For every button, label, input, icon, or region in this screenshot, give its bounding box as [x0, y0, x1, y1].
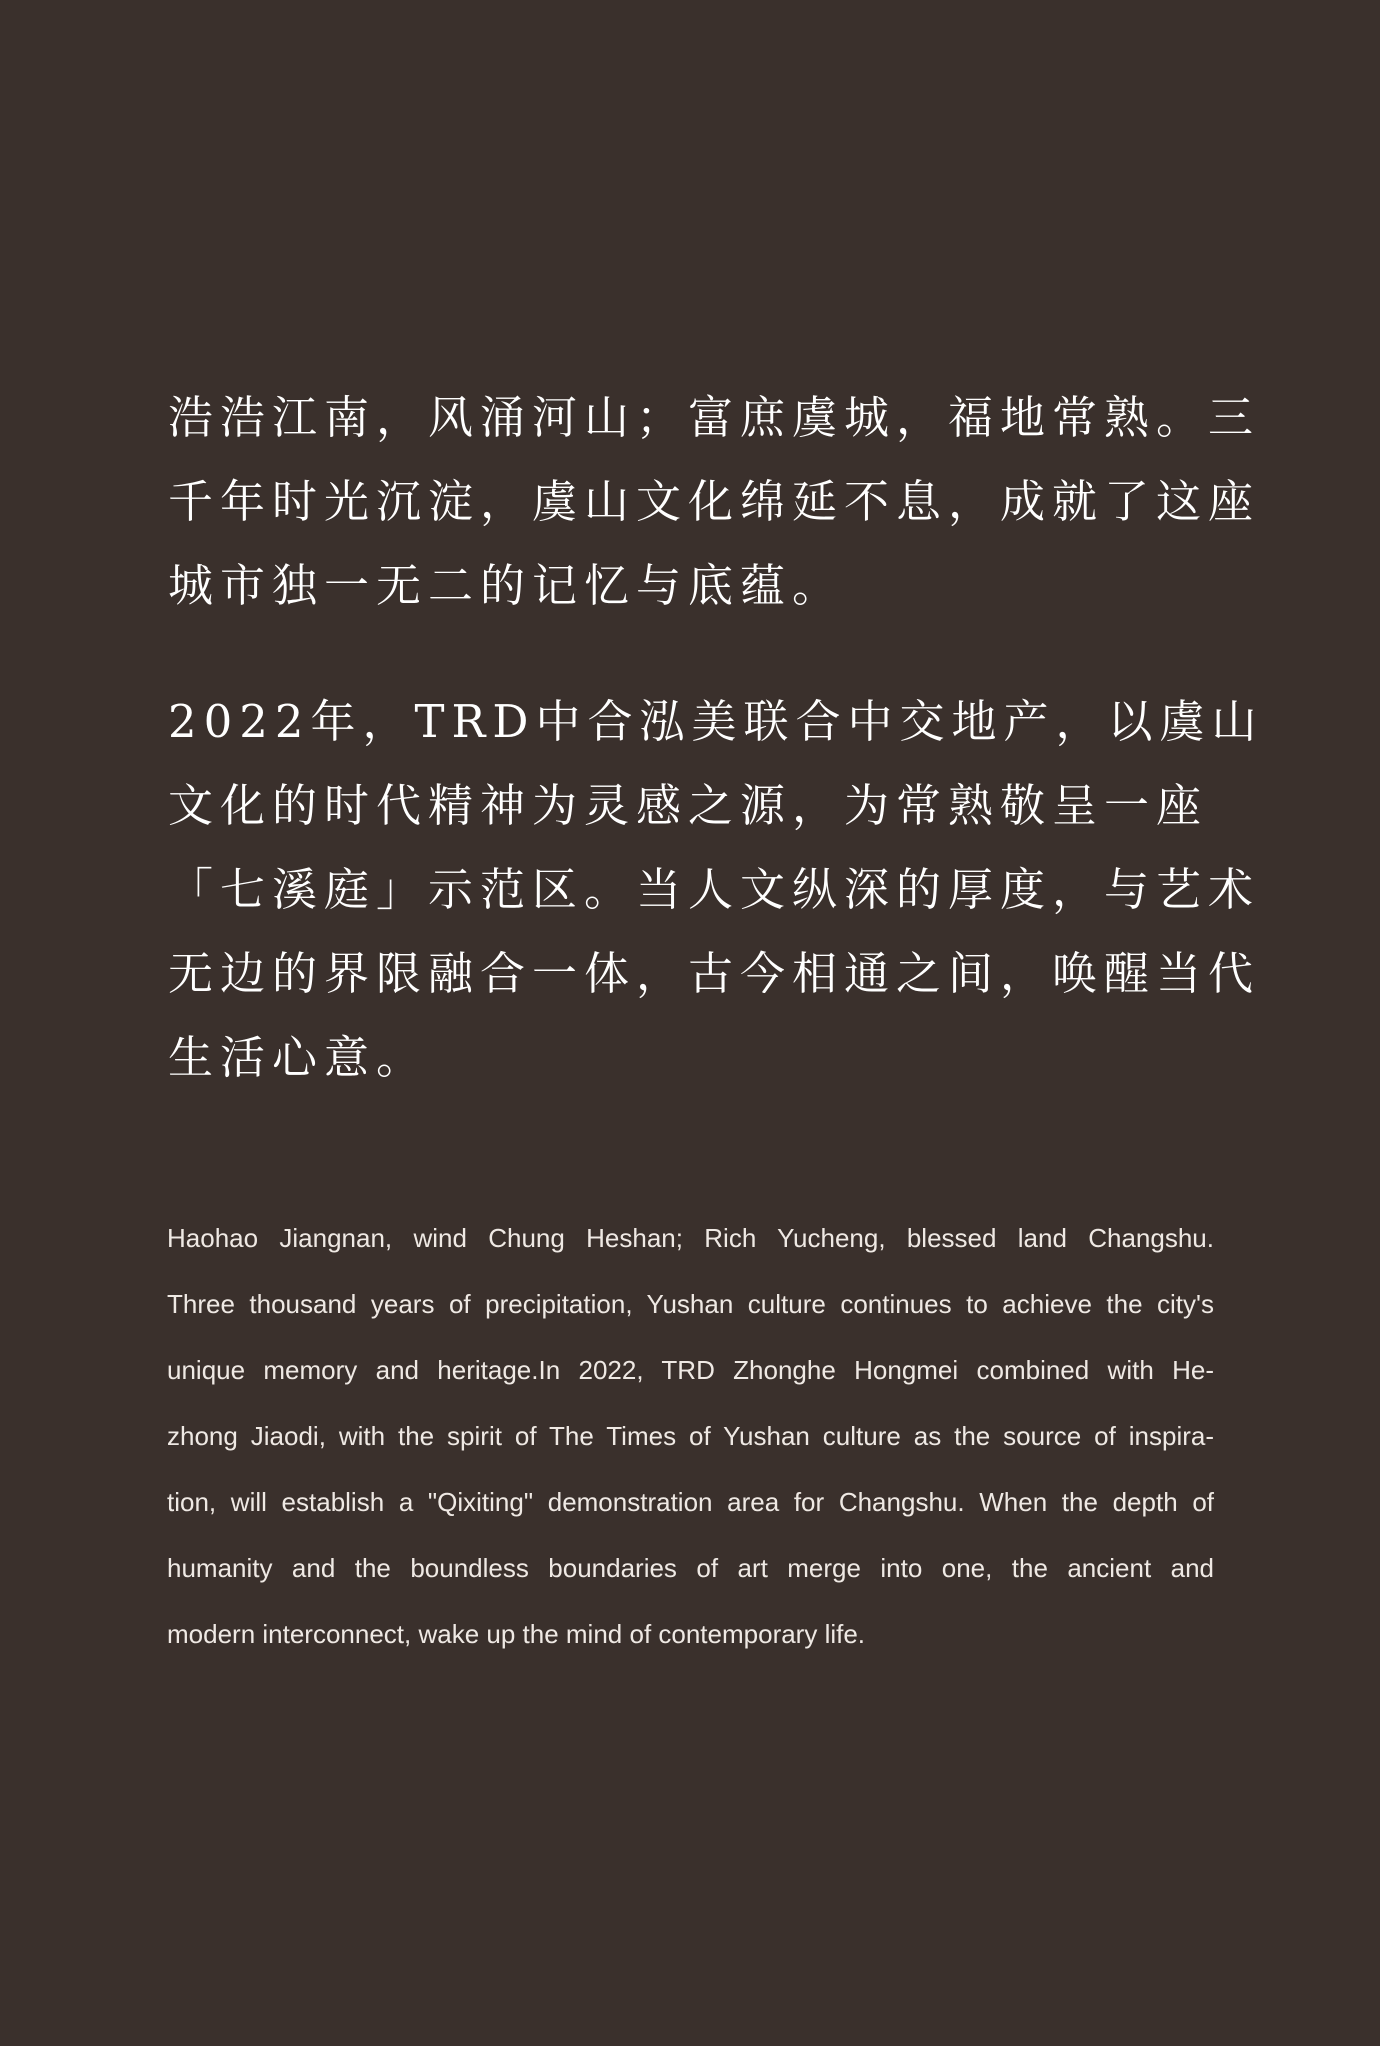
chinese-paragraph-2-line: 无边的界限融合一体，古今相通之间，唤醒当代 — [168, 947, 1261, 1000]
english-paragraph-line: zhong Jiaodi, with the spirit of The Times of Yushan culture as the source of inspira- — [167, 1421, 1214, 1451]
chinese-paragraph-1-line: 浩浩江南，风涌河山；富庶虞城，福地常熟。三 — [168, 391, 1261, 444]
chinese-paragraph-1 — [168, 376, 1261, 628]
chinese-paragraph-2-line: 「七溪庭」示范区。当人文纵深的厚度，与艺术 — [168, 863, 1261, 916]
chinese-paragraph-2-line: 2022年，TRD中合泓美联合中交地产，以虞山 — [168, 695, 1264, 748]
chinese-paragraph-1-line: 千年时光沉淀，虞山文化绵延不息，成就了这座 — [168, 475, 1261, 528]
english-paragraph-line: unique memory and heritage.In 2022, TRD Zhonghe Hongmei combined with He- — [167, 1355, 1214, 1385]
chinese-paragraph-2-line: 生活心意。 — [168, 1031, 429, 1084]
english-paragraph-line: modern interconnect, wake up the mind of contemporary life. — [167, 1619, 866, 1649]
english-paragraph-line: tion, will establish a "Qixiting" demonstration area for Changshu. When the depth of — [167, 1487, 1214, 1517]
english-paragraph-line: Three thousand years of precipitation, Yushan culture continues to achieve the city's — [167, 1289, 1214, 1319]
chinese-paragraph-2-line: 文化的时代精神为灵感之源，为常熟敬呈一座 — [168, 779, 1209, 832]
chinese-paragraph-2 — [168, 680, 1264, 1100]
english-paragraph-line: Haohao Jiangnan, wind Chung Heshan; Rich Yucheng, blessed land Changshu. — [167, 1223, 1214, 1253]
english-paragraph-line: humanity and the boundless boundaries of art merge into one, the ancient and — [167, 1553, 1214, 1583]
english-paragraph — [167, 1205, 1214, 1667]
chinese-paragraph-1-line: 城市独一无二的记忆与底蕴。 — [168, 559, 845, 612]
